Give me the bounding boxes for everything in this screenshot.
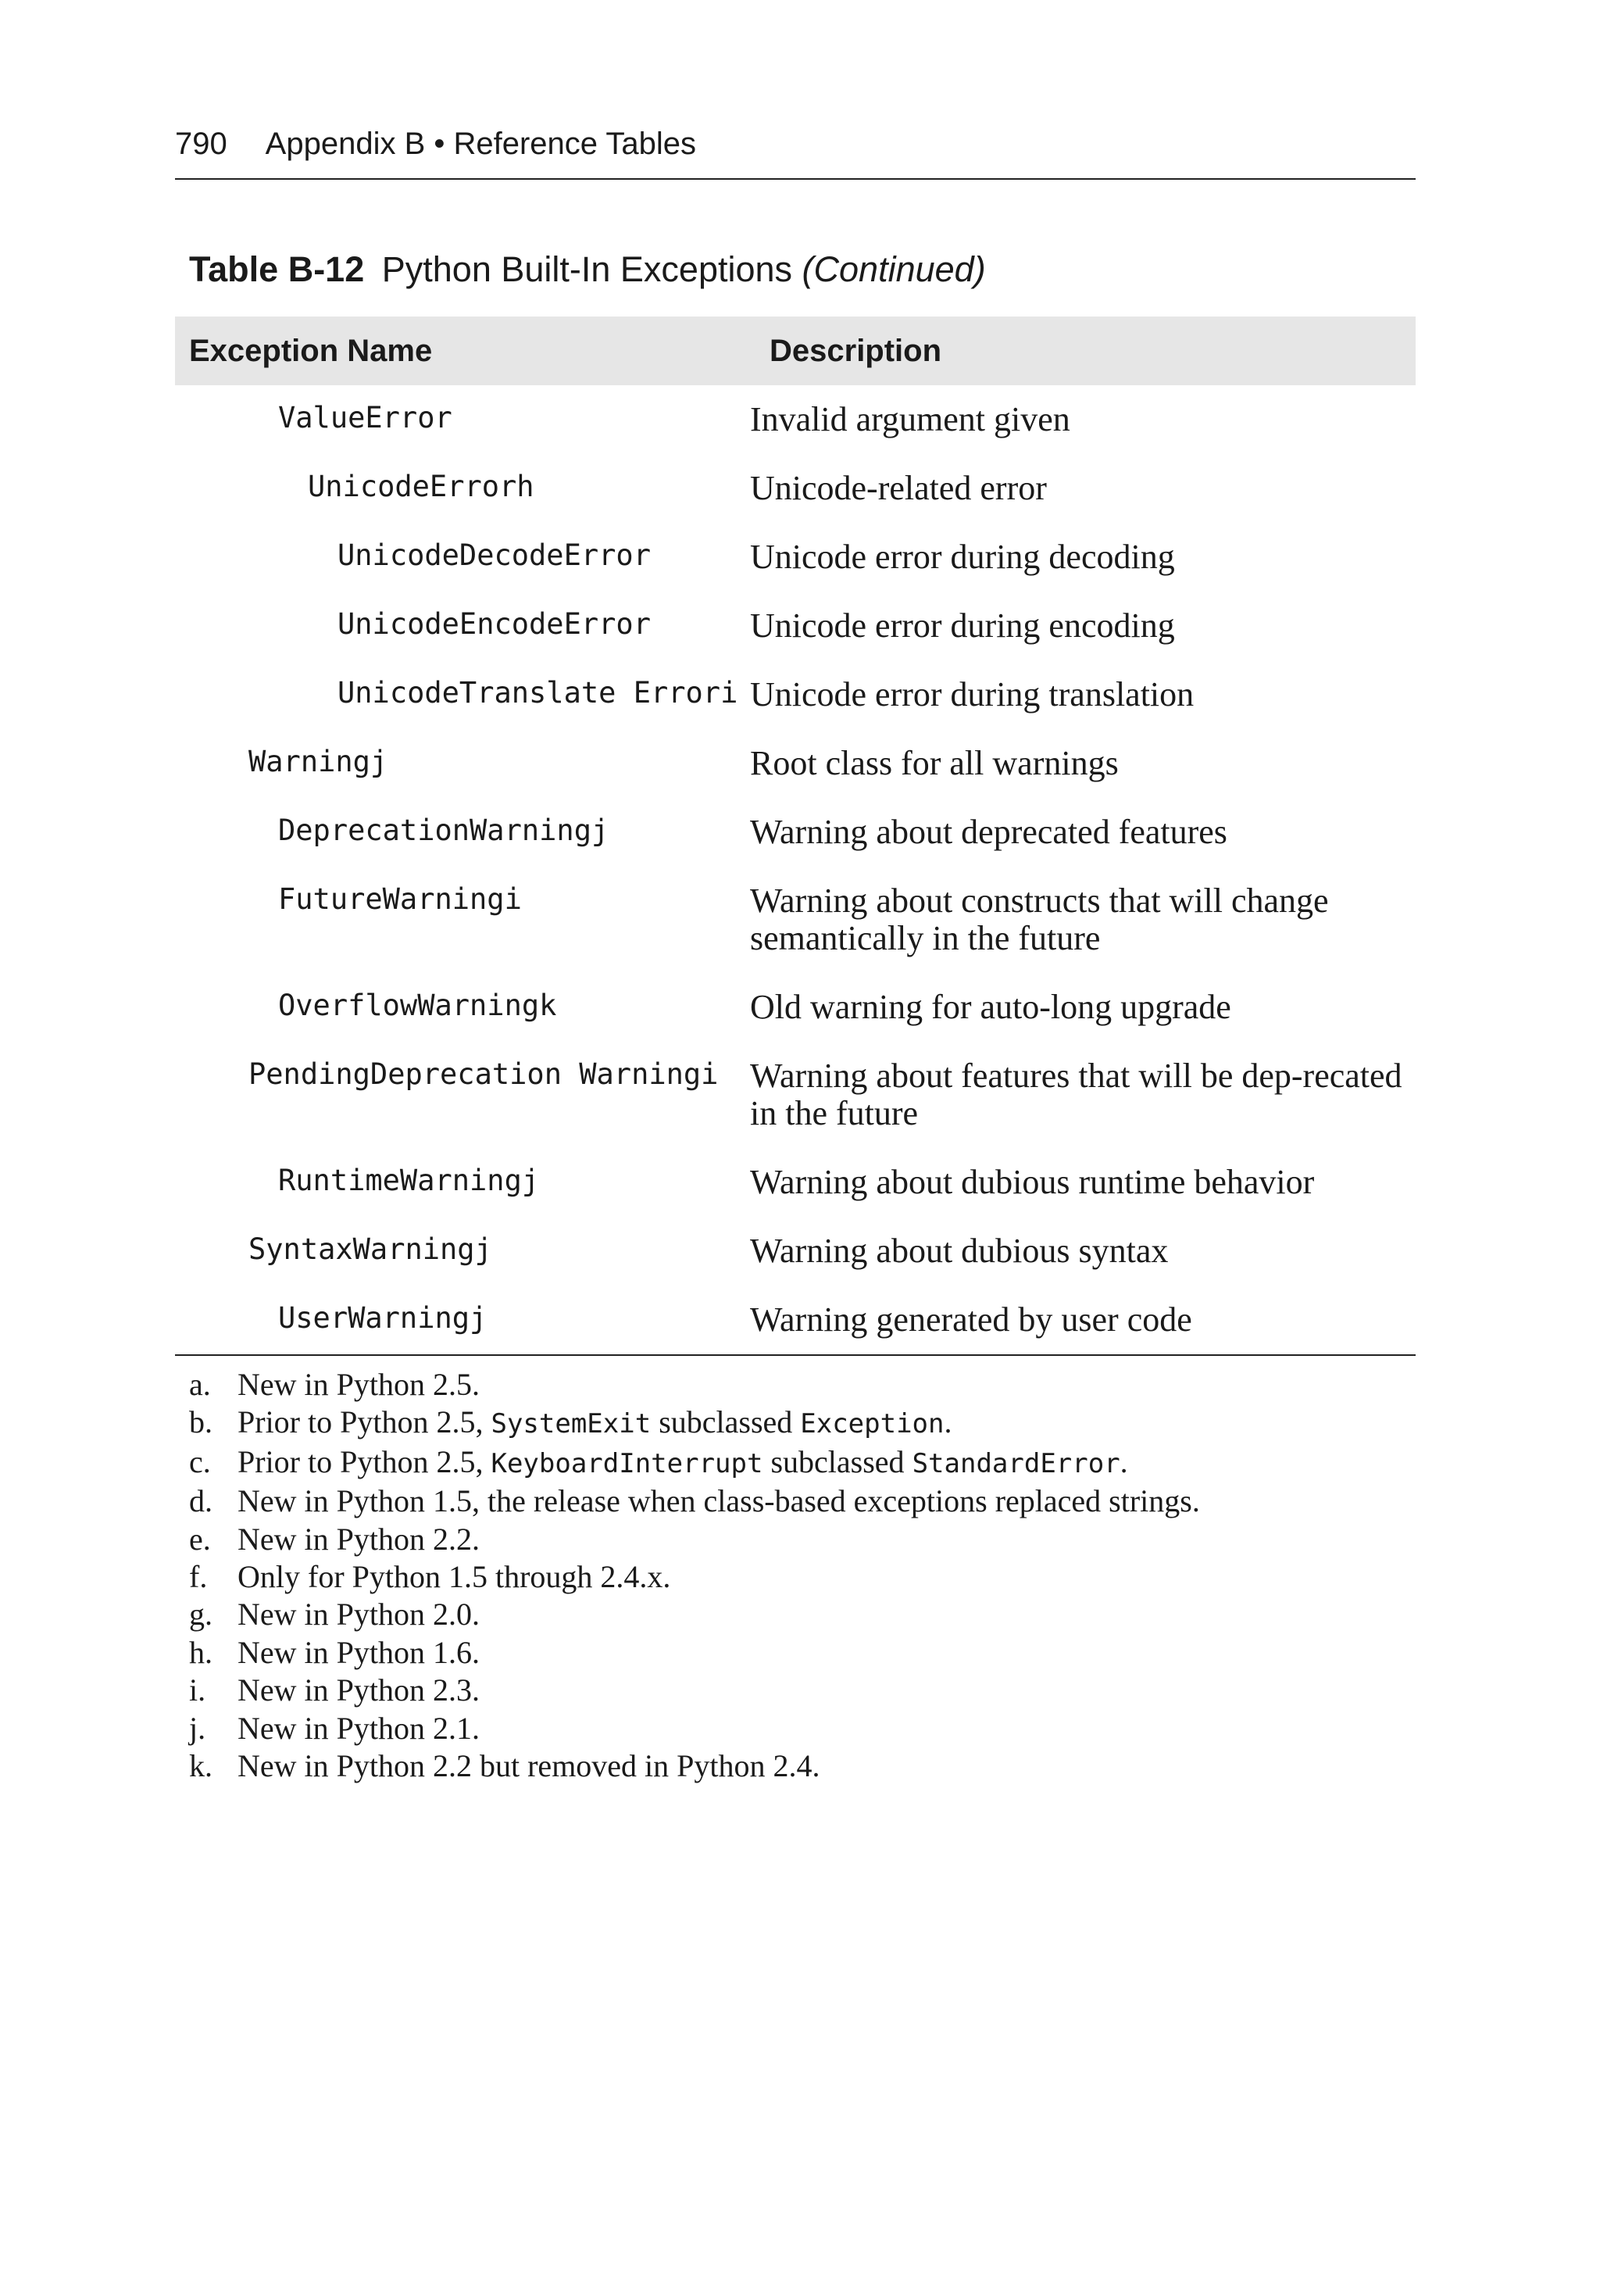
footnote-text-part: subclassed	[770, 1443, 905, 1479]
footnote-text-part: subclassed	[659, 1404, 793, 1440]
exceptions-table	[175, 317, 1416, 1356]
table-row	[175, 660, 1416, 729]
table-continued-note: (Continued)	[802, 249, 986, 289]
page-number: 790	[175, 127, 227, 161]
table-row	[175, 385, 1416, 454]
footnote-i	[189, 1672, 1408, 1709]
exception-name-cell: SyntaxWarningj	[248, 1232, 492, 1266]
exception-name-cell: UserWarningj	[175, 1286, 750, 1355]
description-cell: Warning about constructs that will change semantically in the future	[750, 882, 1329, 957]
footnote-text: New in Python 2.3.	[238, 1672, 480, 1708]
footnote-code: SystemExit	[491, 1408, 652, 1440]
footnote-text: New in Python 2.0.	[238, 1597, 480, 1633]
exception-name-cell: RuntimeWarningj	[278, 1164, 540, 1197]
footnote-text-part: .	[944, 1404, 952, 1440]
table-row	[175, 523, 1416, 592]
footnote-key: i.	[189, 1672, 206, 1708]
page-header	[175, 117, 1416, 180]
running-title: Appendix B • Reference Tables	[265, 127, 697, 161]
footnote-key: d.	[189, 1483, 212, 1519]
table-row	[175, 973, 1416, 1042]
footnote-key: h.	[189, 1634, 212, 1670]
exception-name-cell: OverflowWarningk	[278, 989, 557, 1022]
description-cell: Unicode error during translation	[750, 675, 1195, 713]
column-header-description: Description	[770, 333, 942, 368]
description-cell: Unicode-related error	[750, 469, 1047, 507]
table-row	[175, 1148, 1416, 1217]
footnote-code: KeyboardInterrupt	[491, 1447, 763, 1479]
exceptions-table-container	[175, 317, 1416, 1356]
exception-name-cell: UnicodeErrorh	[308, 470, 534, 503]
footnote-k	[189, 1747, 1408, 1785]
table-row	[175, 454, 1416, 523]
footnote-code: Exception	[800, 1408, 945, 1440]
footnote-text: New in Python 2.5.	[238, 1367, 480, 1402]
table-row	[175, 729, 1416, 798]
exception-name-cell: Warningj	[248, 745, 388, 778]
footnote-key: b.	[189, 1404, 212, 1440]
exception-name-cell: UnicodeEncodeError	[338, 607, 651, 641]
footnote-key: g.	[189, 1597, 212, 1633]
table-row	[175, 1217, 1416, 1286]
footnote-d	[189, 1482, 1408, 1520]
footnote-text: New in Python 1.6.	[238, 1634, 480, 1670]
footnote-key: k.	[189, 1748, 212, 1784]
column-header-name: Exception Name	[189, 333, 433, 368]
table-row	[175, 1286, 1416, 1355]
description-cell: Warning about dubious runtime behavior	[750, 1163, 1315, 1201]
table-row	[175, 867, 1416, 973]
footnotes	[189, 1366, 1408, 1785]
exception-name-cell: PendingDeprecation Warningi	[248, 1057, 719, 1091]
exception-name-cell: DeprecationWarningj	[278, 814, 609, 847]
table-title: Python Built-In Exceptions	[381, 249, 793, 289]
table-row	[175, 592, 1416, 660]
exception-name-cell: ValueError	[278, 401, 452, 435]
footnote-a	[189, 1366, 1408, 1404]
table-header-cell	[175, 317, 1416, 385]
table-row	[175, 1042, 1416, 1148]
footnote-text	[238, 1404, 952, 1443]
footnote-text	[238, 1443, 1128, 1482]
description-cell: Warning about dubious syntax	[750, 1232, 1169, 1270]
footnote-key: a.	[189, 1367, 211, 1402]
footnote-b	[189, 1404, 1408, 1443]
footnote-text: New in Python 1.5, the release when class-based exceptions replaced strings.	[238, 1483, 1200, 1519]
footnote-text-part: Prior to Python 2.5,	[238, 1404, 484, 1440]
footnote-text: New in Python 2.1.	[238, 1710, 480, 1746]
footnote-text-part: Prior to Python 2.5,	[238, 1443, 484, 1479]
exception-name-cell: UnicodeDecodeError	[338, 538, 651, 572]
description-cell: Warning about deprecated features	[750, 813, 1227, 851]
footnote-key: f.	[189, 1559, 208, 1595]
description-cell: Unicode error during decoding	[750, 538, 1175, 576]
exception-name-cell: FutureWarningi	[278, 882, 522, 916]
footnote-c	[189, 1443, 1408, 1482]
table-row	[175, 798, 1416, 867]
footnote-h	[189, 1634, 1408, 1672]
footnote-key: c.	[189, 1443, 211, 1479]
table-header-row	[175, 317, 1416, 385]
footnote-code: StandardError	[912, 1447, 1120, 1479]
footnote-text: New in Python 2.2 but removed in Python 2.4.	[238, 1748, 820, 1784]
footnote-key: e.	[189, 1521, 211, 1557]
description-cell: Warning about features that will be dep-recated in the future	[750, 1057, 1402, 1132]
footnote-text-part: .	[1120, 1443, 1128, 1479]
footnote-text: Only for Python 1.5 through 2.4.x.	[238, 1559, 671, 1595]
footnote-g	[189, 1596, 1408, 1633]
description-cell: Root class for all warnings	[750, 744, 1119, 782]
exception-name-cell: UnicodeTranslate Errori	[338, 676, 738, 710]
description-cell: Invalid argument given	[750, 400, 1070, 438]
table-caption	[189, 242, 986, 297]
table-label: Table B-12	[189, 249, 365, 289]
footnote-j	[189, 1710, 1408, 1747]
description-cell: Warning generated by user code	[750, 1286, 1416, 1355]
description-cell: Old warning for auto-long upgrade	[750, 988, 1231, 1026]
description-cell: Unicode error during encoding	[750, 606, 1175, 645]
footnote-text: New in Python 2.2.	[238, 1521, 480, 1557]
footnote-e	[189, 1521, 1408, 1558]
table-body	[175, 385, 1416, 1355]
footnote-key: j.	[189, 1710, 206, 1746]
footnote-f	[189, 1558, 1408, 1596]
